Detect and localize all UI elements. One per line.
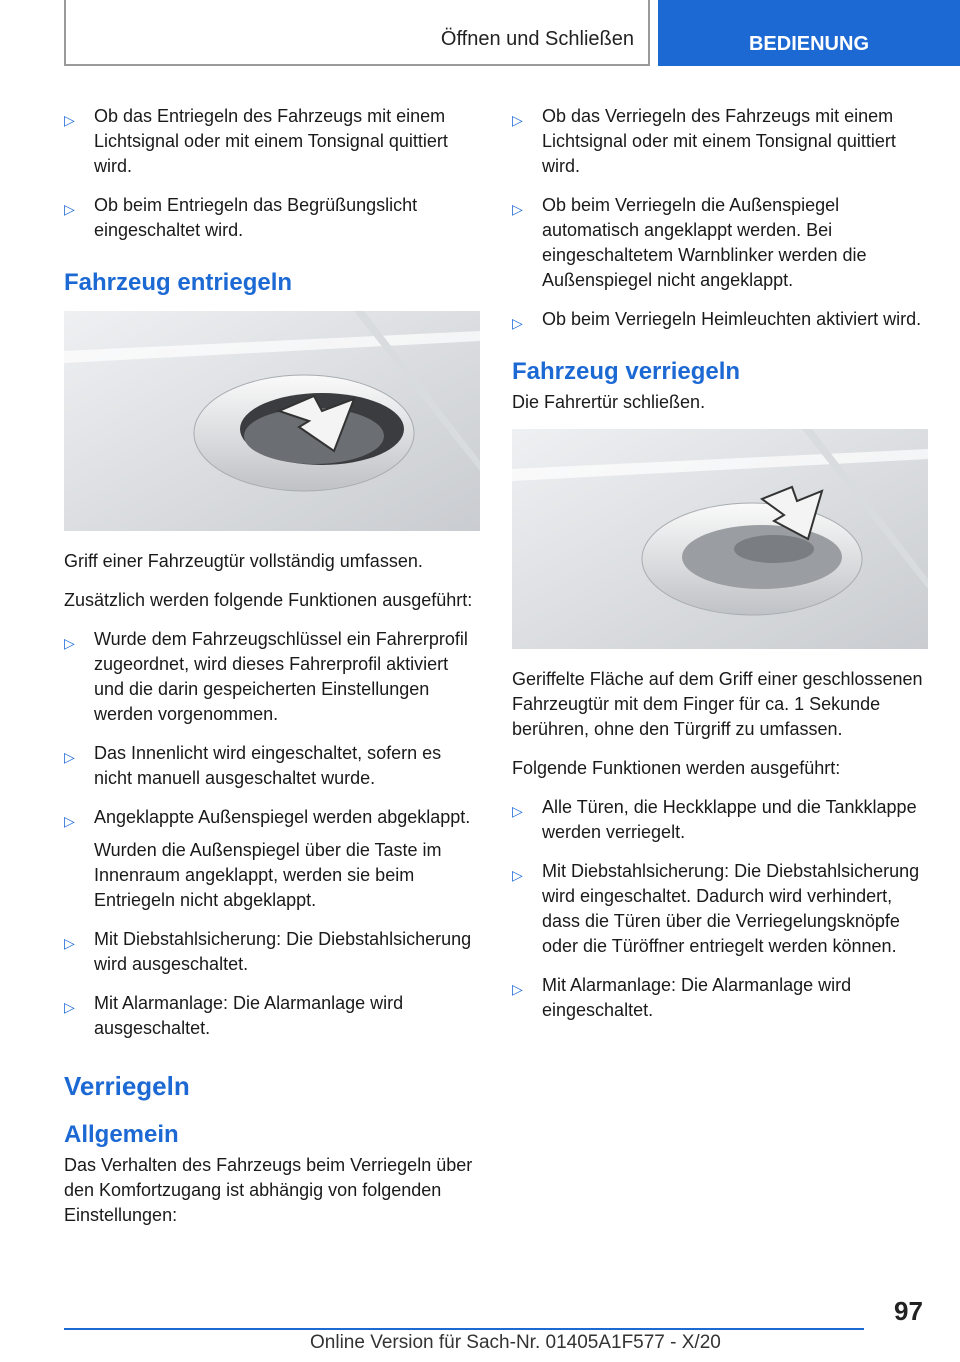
intro-lock: Folgende Funktionen werden ausgeführt: — [512, 758, 841, 778]
right-column — [512, 104, 928, 1037]
header-rule-left — [64, 0, 66, 66]
list-item: ▷ Das Innenlicht wird eingeschaltet, sofern es nicht manuell ausgeschaltet wurde. — [64, 743, 442, 788]
general-text: Das Verhalten des Fahrzeugs beim Verriegeln über den Komfortzugang ist abhängig von folgenden Einstellungen: — [64, 1155, 473, 1225]
triangle-right-icon: ▷ — [64, 999, 75, 1015]
heading-lock-main: Verriegeln — [64, 1071, 190, 1101]
caption-unlock: Griff einer Fahrzeugtür vollständig umfassen. — [64, 551, 423, 571]
triangle-right-icon: ▷ — [64, 201, 75, 217]
list-item: ▷ Mit Diebstahlsicherung: Die Diebstahlsicherung wird eingeschaltet. Dadurch wird verhindert, dass die Türen über die Verriegelungsknöpfe oder die Türöffner entriegelt werden können. — [512, 861, 920, 956]
lock-step: Die Fahrertür schließen. — [512, 392, 706, 412]
list-item: ▷ Ob das Verriegeln des Fahrzeugs mit einem Lichtsignal oder mit einem Tonsignal quittiert wird. — [512, 106, 896, 176]
header-rule — [64, 64, 650, 66]
list-item: ▷ Alle Türen, die Heckklappe und die Tankklappe werden verriegelt. — [512, 797, 917, 842]
triangle-right-icon: ▷ — [64, 813, 75, 829]
list-item: ▷ Mit Diebstahlsicherung: Die Diebstahlsicherung wird ausgeschaltet. — [64, 929, 472, 974]
triangle-right-icon: ▷ — [512, 803, 523, 819]
door-handle-unlock-illustration — [64, 311, 480, 531]
triangle-right-icon: ▷ — [64, 749, 75, 765]
caption-lock: Geriffelte Fläche auf dem Griff einer geschlossenen Fahrzeugtür mit dem Finger für ca. 1 Sekunde berühren, ohne den Türgriff zu umfassen. — [512, 669, 923, 739]
triangle-right-icon: ▷ — [64, 935, 75, 951]
triangle-right-icon: ▷ — [64, 635, 75, 651]
list-item: ▷ Ob beim Verriegeln Heimleuchten aktiviert wird. — [512, 307, 928, 332]
door-handle-lock-image — [512, 429, 928, 649]
list-item: ▷ Ob beim Verriegeln die Außenspiegel automatisch angeklappt werden. Bei eingeschaltetem Warnblinker werden die Außenspiegel nicht angeklappt. — [512, 195, 867, 290]
intro-unlock: Zusätzlich werden folgende Funktionen ausgeführt: — [64, 590, 473, 610]
list-item: ▷ Mit Alarmanlage: Die Alarmanlage wird ausgeschaltet. — [64, 993, 404, 1038]
door-handle-unlock-image — [64, 311, 480, 531]
door-handle-lock-illustration — [512, 429, 928, 649]
list-item: ▷ Ob das Entriegeln des Fahrzeugs mit einem Lichtsignal oder mit einem Tonsignal quittiert wird. — [64, 106, 448, 176]
list-item: ▷ Angeklappte Außenspiegel werden abgeklappt. Wurden die Außenspiegel über die Taste im Innenraum angeklappt, werden sie beim Entriegeln nicht abgeklappt. — [64, 805, 480, 913]
list-item: ▷ Wurde dem Fahrzeugschlüssel ein Fahrerprofil zugeordnet, wird dieses Fahrerprofil aktiviert und die darin gespeicherten Einstellungen werden vorgenommen. — [64, 629, 468, 724]
page-number: 97 — [894, 1296, 923, 1326]
triangle-right-icon: ▷ — [512, 315, 523, 331]
list-item: ▷ Ob beim Entriegeln das Begrüßungslicht eingeschaltet wird. — [64, 195, 418, 240]
triangle-right-icon: ▷ — [64, 112, 75, 128]
heading-general: Allgemein — [64, 1121, 179, 1148]
list-item: ▷ Mit Alarmanlage: Die Alarmanlage wird eingeschaltet. — [512, 975, 852, 1020]
header-chapter-label: BEDIENUNG — [748, 33, 869, 55]
left-column — [64, 104, 480, 1242]
header-rule-right — [648, 0, 650, 66]
mirror-note: Wurden die Außenspiegel über die Taste im Innenraum angeklappt, werden sie beim Entriegeln nicht abgeklappt. — [94, 840, 442, 910]
footer-rule — [64, 1328, 864, 1330]
triangle-right-icon: ▷ — [512, 981, 523, 997]
header-chapter-tab[interactable] — [658, 0, 960, 66]
triangle-right-icon: ▷ — [512, 201, 523, 217]
heading-lock: Fahrzeug verriegeln — [512, 358, 741, 385]
header-section-title: Öffnen und Schließen — [440, 28, 634, 50]
heading-unlock: Fahrzeug entriegeln — [64, 269, 293, 296]
triangle-right-icon: ▷ — [512, 867, 523, 883]
footer-online-version[interactable]: Online Version für Sach-Nr. 01405A1F577 - X/20 — [310, 1332, 721, 1353]
triangle-right-icon: ▷ — [512, 112, 523, 128]
